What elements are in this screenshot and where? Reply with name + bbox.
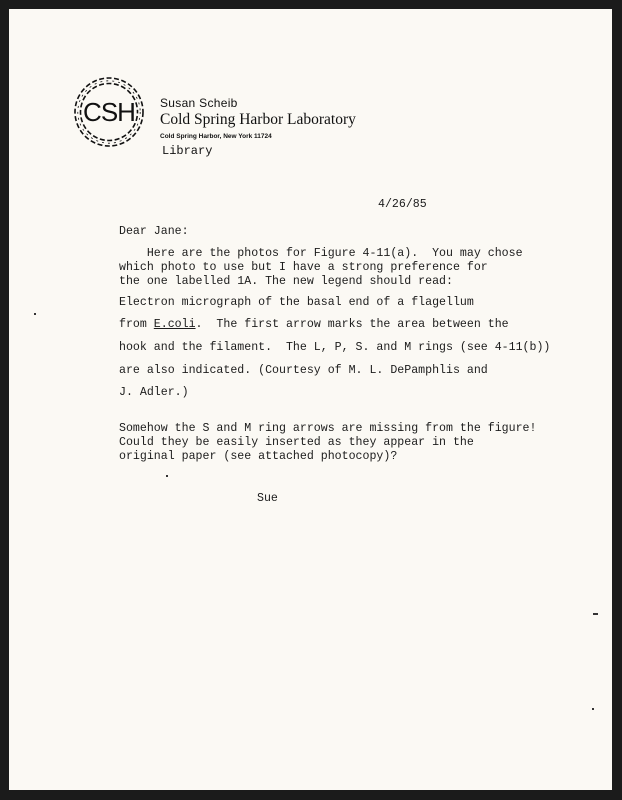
- legend-line-2-prefix: from: [119, 318, 154, 331]
- signature: Sue: [257, 492, 278, 505]
- logo-text: CSH: [83, 96, 135, 127]
- stray-mark: [592, 708, 594, 710]
- paragraph-2-line-2: Could they be easily inserted as they appear in the: [119, 436, 474, 449]
- salutation: Dear Jane:: [119, 225, 189, 238]
- stray-mark: [166, 475, 168, 477]
- paragraph-2-line-1: Somehow the S and M ring arrows are missing from the figure!: [119, 422, 537, 435]
- legend-line-3: hook and the filament. The L, P, S. and M rings (see 4-11(b)): [119, 341, 551, 354]
- letter-page: [9, 9, 612, 790]
- organization-name: Cold Spring Harbor Laboratory: [160, 111, 356, 128]
- paragraph-1-line-2: which photo to use but I have a strong preference for: [119, 261, 488, 274]
- legend-line-5: J. Adler.): [119, 386, 189, 399]
- sender-name: Susan Scheib: [160, 96, 238, 110]
- legend-line-1: Electron micrograph of the basal end of a flagellum: [119, 296, 474, 309]
- organization-address: Cold Spring Harbor, New York 11724: [160, 133, 272, 140]
- stray-mark: [593, 613, 598, 615]
- csh-logo: [72, 75, 146, 149]
- department: Library: [162, 144, 213, 158]
- legend-line-2: [119, 318, 509, 333]
- letter-date: 4/26/85: [378, 198, 427, 211]
- species-name: E.coli: [153, 318, 196, 331]
- paragraph-2-line-3: original paper (see attached photocopy)?: [119, 450, 398, 463]
- legend-line-4: are also indicated. (Courtesy of M. L. DePamphlis and: [119, 364, 488, 377]
- paragraph-1-line-1: Here are the photos for Figure 4-11(a). You may chose: [119, 247, 523, 260]
- paragraph-1-line-3: the one labelled 1A. The new legend should read:: [119, 275, 453, 288]
- stray-mark: [34, 313, 36, 315]
- legend-line-2-suffix: . The first arrow marks the area between the: [195, 318, 509, 331]
